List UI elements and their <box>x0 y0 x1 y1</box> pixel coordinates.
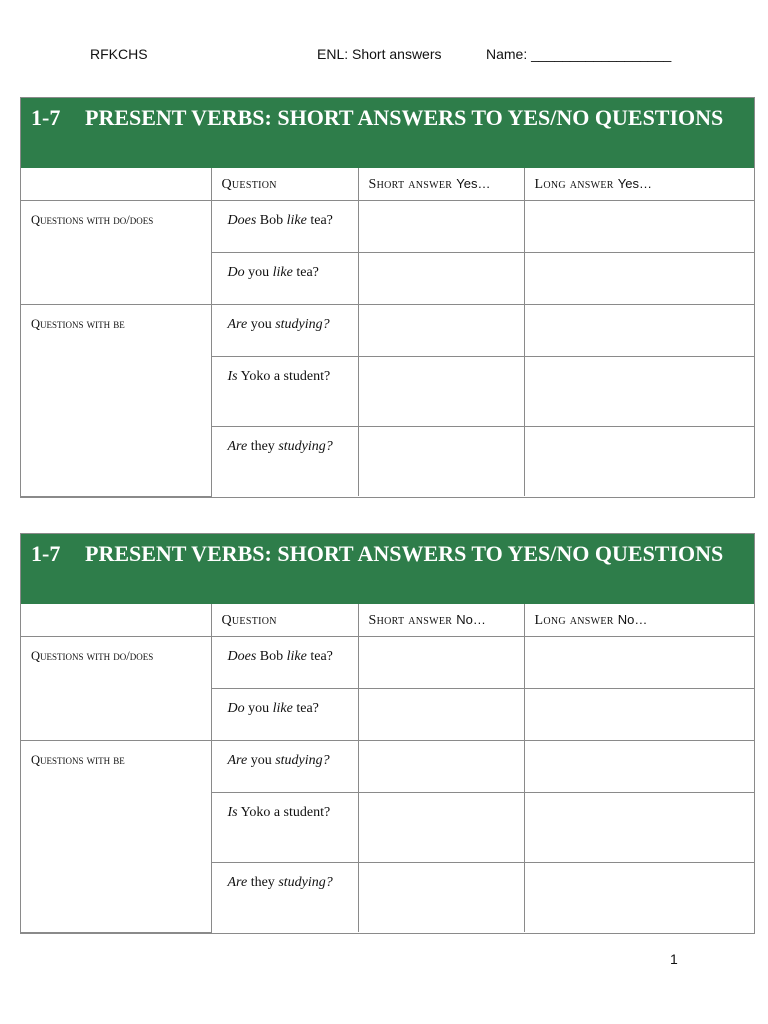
question-cell: Are you studying? <box>211 304 358 356</box>
short-answer-cell[interactable] <box>358 252 524 304</box>
long-answer-cell[interactable] <box>524 200 754 252</box>
group-label-do-does: Questions with do/does <box>21 636 211 740</box>
header-question-label: Question <box>221 612 277 628</box>
short-answer-cell[interactable] <box>358 862 524 932</box>
long-answer-cell[interactable] <box>524 792 754 862</box>
question-cell: Is Yoko a student? <box>211 792 358 862</box>
subject-title: ENL: Short answers <box>317 46 442 62</box>
header-long-answer-prompt: Yes… <box>617 175 652 191</box>
short-answer-cell[interactable] <box>358 740 524 792</box>
long-answer-cell[interactable] <box>524 636 754 688</box>
table-header-row <box>21 168 754 200</box>
question-cell: Are you studying? <box>211 740 358 792</box>
answers-table <box>21 168 754 497</box>
table-row <box>21 636 754 688</box>
worksheet-banner <box>21 98 754 168</box>
question-cell: Do you like tea? <box>211 252 358 304</box>
table-row <box>21 304 754 356</box>
worksheet-no <box>20 533 755 934</box>
header-long-answer <box>524 604 754 636</box>
question-cell: Are they studying? <box>211 862 358 932</box>
header-empty-cell <box>21 604 211 636</box>
name-field-label: Name: __________________ <box>486 46 672 62</box>
long-answer-cell[interactable] <box>524 740 754 792</box>
short-answer-cell[interactable] <box>358 792 524 862</box>
section-number: 1-7 <box>31 541 61 566</box>
question-cell: Is Yoko a student? <box>211 356 358 426</box>
table-row <box>21 740 754 792</box>
short-answer-cell[interactable] <box>358 304 524 356</box>
long-answer-cell[interactable] <box>524 356 754 426</box>
long-answer-cell[interactable] <box>524 304 754 356</box>
section-title: PRESENT VERBS: SHORT ANSWERS TO YES/NO QUESTIONS <box>85 105 724 130</box>
header-long-answer <box>524 168 754 200</box>
page-number: 1 <box>670 951 678 967</box>
header-long-answer-label: Long answer <box>534 612 614 628</box>
section-title: PRESENT VERBS: SHORT ANSWERS TO YES/NO QUESTIONS <box>85 541 724 566</box>
worksheet-banner <box>21 534 754 604</box>
short-answer-cell[interactable] <box>358 688 524 740</box>
header-long-answer-prompt: No… <box>617 611 648 627</box>
header-short-answer-label: Short answer <box>368 612 453 628</box>
short-answer-cell[interactable] <box>358 636 524 688</box>
group-label-be: Questions with be <box>21 304 211 496</box>
long-answer-cell[interactable] <box>524 252 754 304</box>
long-answer-cell[interactable] <box>524 688 754 740</box>
header-empty-cell <box>21 168 211 200</box>
header-long-answer-label: Long answer <box>534 176 614 192</box>
group-label-be: Questions with be <box>21 740 211 932</box>
header-short-answer-label: Short answer <box>368 176 453 192</box>
group-label-do-does: Questions with do/does <box>21 200 211 304</box>
table-header-row <box>21 604 754 636</box>
header-short-answer-prompt: No… <box>456 611 486 627</box>
question-cell: Do you like tea? <box>211 688 358 740</box>
school-name: RFKCHS <box>90 46 148 62</box>
header-question <box>211 604 358 636</box>
table-row <box>21 200 754 252</box>
question-cell: Are they studying? <box>211 426 358 496</box>
question-cell: Does Bob like tea? <box>211 200 358 252</box>
answers-table <box>21 604 754 933</box>
short-answer-cell[interactable] <box>358 356 524 426</box>
worksheet-yes <box>20 97 755 498</box>
section-number: 1-7 <box>31 105 61 130</box>
header-short-answer <box>358 168 524 200</box>
header-short-answer-prompt: Yes… <box>456 175 491 191</box>
question-cell: Does Bob like tea? <box>211 636 358 688</box>
short-answer-cell[interactable] <box>358 426 524 496</box>
header-short-answer <box>358 604 524 636</box>
long-answer-cell[interactable] <box>524 426 754 496</box>
long-answer-cell[interactable] <box>524 862 754 932</box>
header-question <box>211 168 358 200</box>
short-answer-cell[interactable] <box>358 200 524 252</box>
header-question-label: Question <box>221 176 277 192</box>
